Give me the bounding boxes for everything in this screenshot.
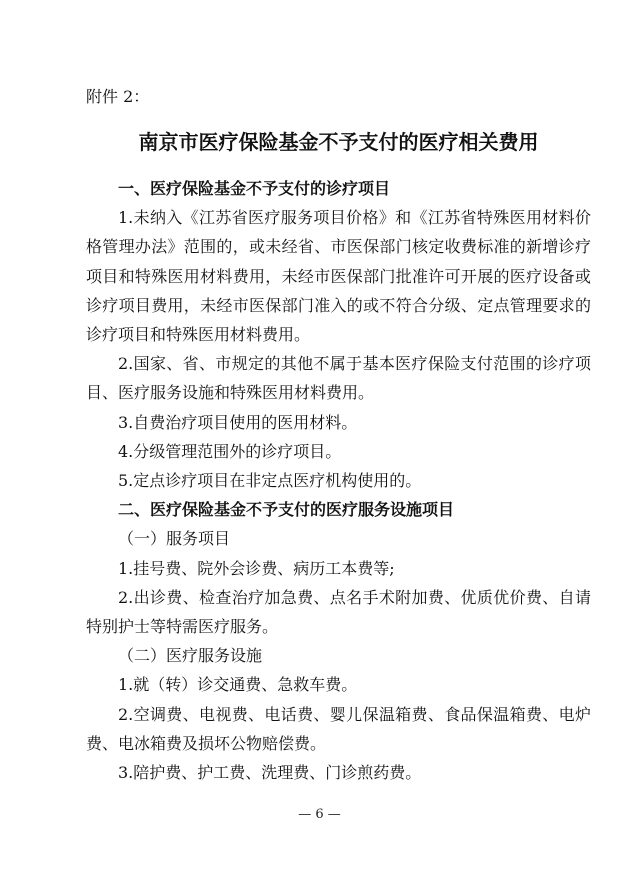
page-number: — 6 — xyxy=(298,807,341,822)
paragraph: 2.空调费、电视费、电话费、婴儿保温箱费、食品保温箱费、电炉费、电冰箱费及损坏公物赔偿费。 xyxy=(86,704,591,753)
subsection-heading: （一）服务项目 xyxy=(118,529,231,549)
document-title: 南京市医疗保险基金不予支付的医疗相关费用 xyxy=(138,130,539,154)
section-heading: 一、医疗保险基金不予支付的诊疗项目 xyxy=(118,179,391,198)
paragraph: 2.出诊费、检查治疗加急费、点名手术附加费、优质优价费、自请特别护士等特需医疗服务。 xyxy=(86,587,591,637)
section-heading: 二、医疗保险基金不予支付的医疗服务设施项目 xyxy=(118,500,455,520)
subsection-heading: （二）医疗服务设施 xyxy=(118,646,263,666)
paragraph: 1.挂号费、院外会诊费、病历工本费等; xyxy=(118,558,395,578)
paragraph: 5.定点诊疗项目在非定点医疗机构使用的。 xyxy=(118,471,422,491)
paragraph: 2.国家、省、市规定的其他不属于基本医疗保险支付范围的诊疗项目、医疗服务设施和特殊医用材料费用。 xyxy=(86,354,591,403)
paragraph: 1.未纳入《江苏省医疗服务项目价格》和《江苏省特殊医用材料价格管理办法》范围的，或未经省、市医保部门核定收费标准的新增诊疗项目和特殊医用材料费用，未经市医保部门批准许可开展的医疗设备或诊疗项目费用，未经市医保部门准入的或不符合分级、定点管理要求的诊疗项目和特殊医用材料费用。 xyxy=(86,208,591,345)
paragraph: 3.陪护费、护工费、洗理费、门诊煎药费。 xyxy=(118,763,422,783)
paragraph: 3.自费治疗项目使用的医用材料。 xyxy=(118,412,358,432)
paragraph: 1.就（转）诊交通费、急救车费。 xyxy=(118,675,358,695)
attachment-label: 附件 2： xyxy=(86,87,150,106)
paragraph: 4.分级管理范围外的诊疗项目。 xyxy=(118,441,342,461)
document-body xyxy=(86,174,591,787)
